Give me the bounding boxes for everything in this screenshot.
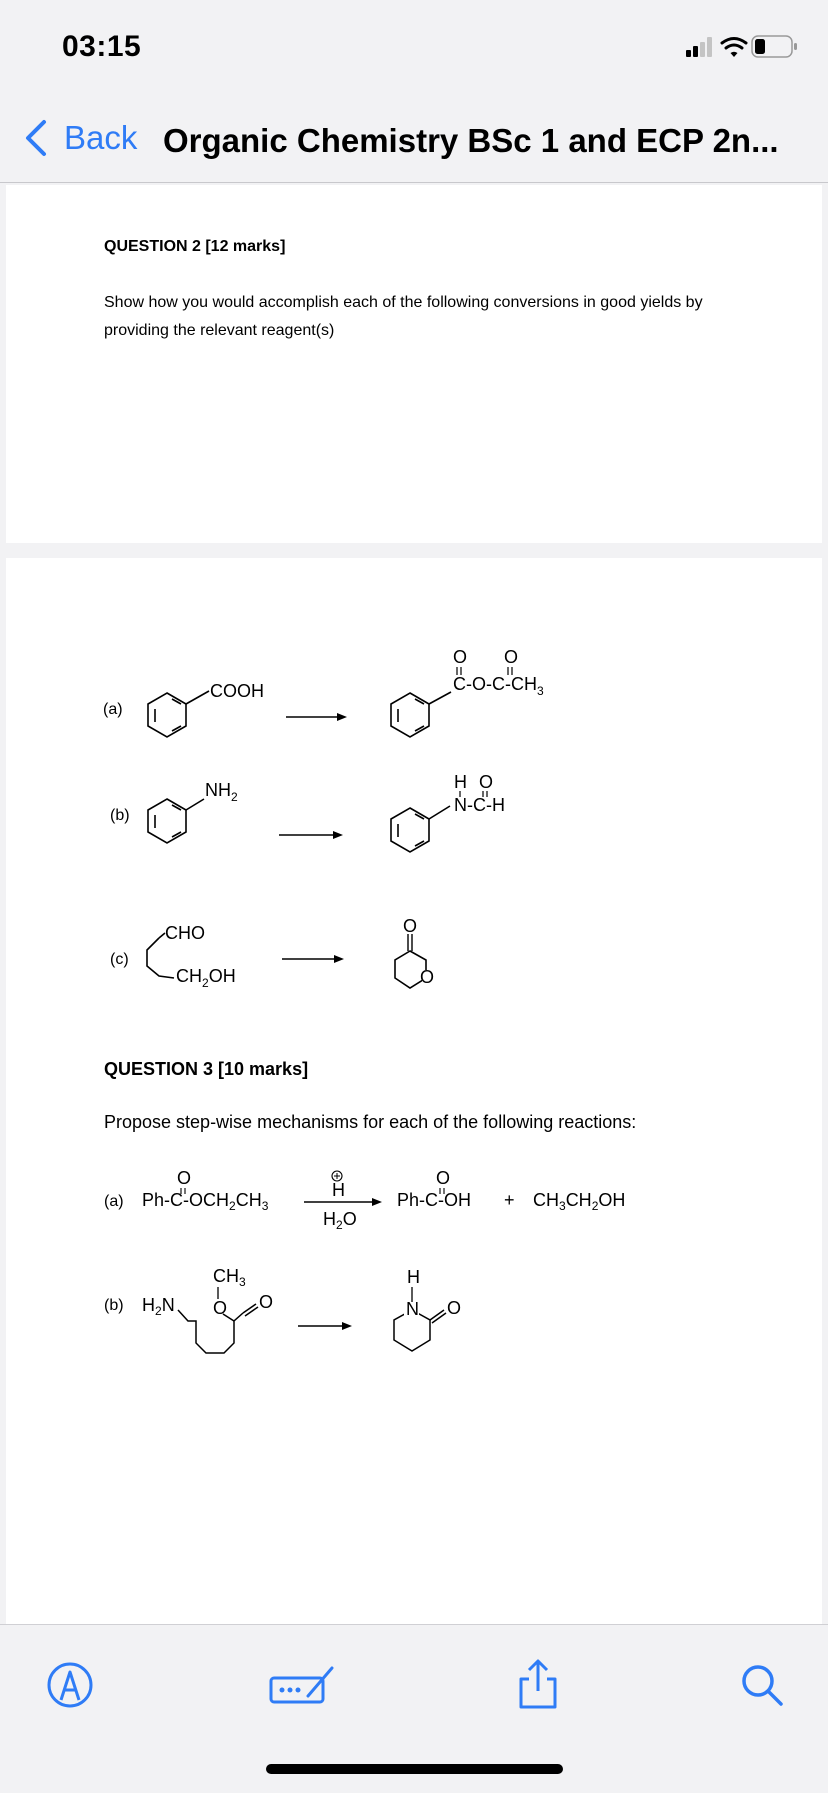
status-icons bbox=[686, 34, 798, 67]
carbonyl-oxygen-1: O bbox=[453, 647, 468, 667]
svg-text:NH2: $NH_2$ bbox=[205, 780, 238, 804]
reaction-arrow bbox=[282, 955, 344, 963]
wifi-icon bbox=[722, 39, 746, 58]
svg-text:C-O-C-CH3: $C-O-C-CH_3$ bbox=[453, 674, 544, 698]
home-indicator[interactable] bbox=[266, 1764, 563, 1774]
navigation-bar bbox=[0, 100, 828, 183]
q2-part-c-label: (c) bbox=[110, 951, 129, 968]
battery-icon bbox=[752, 36, 797, 57]
pdf-page-2 bbox=[6, 558, 822, 1624]
q2-part-b bbox=[110, 772, 505, 852]
carboxylic-acid-label: COOH bbox=[210, 681, 264, 701]
question-2-instruction-line-1: Show how you would accomplish each of the following conversions in good yields by bbox=[104, 294, 703, 311]
svg-text:O: O bbox=[213, 1298, 228, 1318]
svg-text:CH3: $CH_3$ bbox=[213, 1266, 246, 1289]
tetrahydropyranone-structure bbox=[395, 916, 434, 988]
svg-text:O: O bbox=[479, 772, 494, 792]
q2-part-c bbox=[110, 916, 434, 990]
svg-text:CHO: CHO bbox=[165, 923, 205, 943]
anhydride-structure bbox=[391, 647, 544, 737]
svg-text:H: H bbox=[332, 1180, 345, 1200]
svg-text:O: O bbox=[420, 967, 435, 987]
svg-text:N-C-H: N-C-H bbox=[454, 795, 505, 815]
question-3-instruction: Propose step-wise mechanisms for each of the following reactions: bbox=[104, 1112, 637, 1132]
svg-text:N: N bbox=[406, 1299, 419, 1319]
search-icon bbox=[737, 1660, 787, 1710]
svg-text:O: O bbox=[447, 1298, 462, 1318]
amino-ester-structure bbox=[178, 1266, 273, 1353]
question-2-heading: QUESTION 2 [12 marks] bbox=[104, 238, 286, 255]
back-button[interactable] bbox=[22, 118, 137, 158]
svg-text:Ph-C-OH: Ph-C-OH bbox=[397, 1190, 472, 1210]
signal-icon bbox=[686, 37, 712, 57]
reaction-arrow bbox=[279, 831, 343, 839]
chevron-left-icon bbox=[22, 118, 50, 158]
question-2-instruction-line-2: providing the relevant reagent(s) bbox=[104, 322, 335, 339]
question-3-heading: QUESTION 3 [10 marks] bbox=[104, 1059, 309, 1079]
back-label: Back bbox=[64, 119, 138, 156]
document-title: Organic Chemistry BSc 1 and ECP 2n... bbox=[163, 122, 779, 159]
markup-icon bbox=[45, 1660, 95, 1710]
formanilide-structure bbox=[391, 772, 505, 852]
svg-text:Ph-C-OCH2CH3: $Ph-C-OCH_2CH_3$ bbox=[142, 1190, 269, 1213]
svg-text:CH2OH: $CH_2OH$ bbox=[176, 966, 236, 990]
svg-text:H2N: $H_2N$ bbox=[142, 1295, 175, 1318]
q2-part-a bbox=[103, 647, 544, 737]
svg-text:O: O bbox=[403, 916, 418, 936]
form-fill-button[interactable] bbox=[268, 1655, 340, 1715]
svg-text:(b): (b) bbox=[104, 1297, 124, 1314]
q3-part-b bbox=[104, 1266, 461, 1353]
share-icon bbox=[513, 1657, 563, 1713]
svg-text:CH3CH2OH: $CH_3CH_2OH$ bbox=[533, 1190, 626, 1213]
svg-text:O: O bbox=[177, 1168, 192, 1188]
hydroxy-aldehyde-structure bbox=[147, 923, 236, 990]
piperidinone-structure bbox=[394, 1267, 461, 1351]
status-bar bbox=[0, 0, 828, 100]
q3-part-a bbox=[104, 1168, 625, 1232]
svg-text:H: H bbox=[407, 1267, 420, 1287]
pdf-page-1 bbox=[6, 185, 822, 543]
carbonyl-oxygen-2: O bbox=[504, 647, 519, 667]
share-button[interactable] bbox=[508, 1655, 568, 1715]
svg-text:O: O bbox=[259, 1292, 274, 1312]
reaction-arrow bbox=[286, 713, 347, 721]
form-icon bbox=[268, 1660, 340, 1710]
benzoic-acid-structure bbox=[148, 681, 264, 737]
svg-text:H: H bbox=[454, 772, 467, 792]
q2-part-a-label: (a) bbox=[103, 701, 123, 718]
search-button[interactable] bbox=[732, 1655, 792, 1715]
q2-part-b-label: (b) bbox=[110, 807, 130, 824]
svg-text:H2O: $H_2O$ bbox=[323, 1209, 357, 1232]
chemistry-figures bbox=[6, 558, 822, 1624]
markup-button[interactable] bbox=[40, 1655, 100, 1715]
svg-text:O: O bbox=[436, 1168, 451, 1188]
reaction-arrow bbox=[298, 1322, 352, 1330]
aniline-structure bbox=[148, 780, 238, 843]
svg-text:(a): (a) bbox=[104, 1193, 124, 1210]
status-time: 03:15 bbox=[62, 30, 142, 63]
svg-text:+: + bbox=[504, 1190, 515, 1210]
catalyst-arrow bbox=[304, 1171, 382, 1232]
